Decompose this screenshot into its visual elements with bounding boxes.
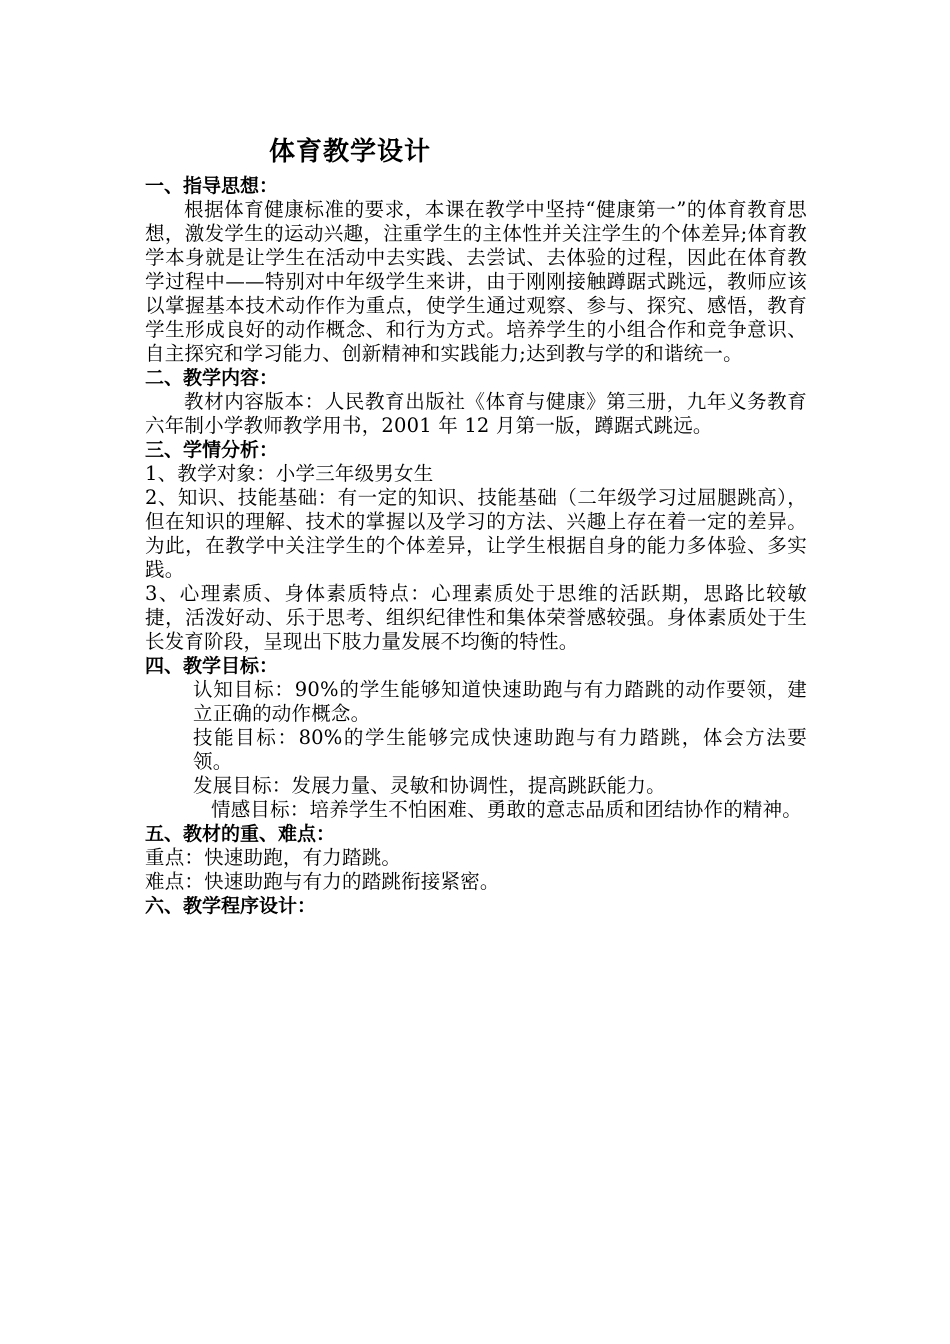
paragraph-knowledge-skill-basis: 2、知识、技能基础：有一定的知识、技能基础（二年级学习过屈腿跳高），但在知识的理解、技术的掌握以及学习的方法、兴趣上存在着一定的差异。为此，在教学中关注学生的个体差异，让学生根据自身的能力多体验、多实践。 [145, 486, 807, 581]
paragraph-skill-goal: 技能目标：80%的学生能够完成快速助跑与有力踏跳，体会方法要领。 [193, 726, 807, 773]
paragraph-difficult-point: 难点：快速助跑与有力的踏跳衔接紧密。 [145, 870, 500, 893]
paragraph-key-point: 重点：快速助跑，有力踏跳。 [145, 846, 402, 869]
paragraph-psychological-physical-traits: 3、心理素质、身体素质特点：心理素质处于思维的活跃期，思路比较敏捷，活泼好动、乐于思考、组织纪律性和集体荣誉感较强。身体素质处于生长发育阶段，呈现出下肢力量发展不均衡的特性。 [145, 582, 807, 653]
section-heading-teaching-content: 二、教学内容： [145, 367, 279, 389]
section-heading-learner-analysis: 三、学情分析： [145, 439, 279, 461]
paragraph-cognitive-goal: 认知目标：90%的学生能够知道快速助跑与有力踏跳的动作要领，建立正确的动作概念。 [193, 678, 807, 725]
section-heading-teaching-goals: 四、教学目标： [145, 655, 279, 677]
paragraph-teaching-object: 1、教学对象：小学三年级男女生 [145, 462, 434, 485]
section-heading-key-difficult-points: 五、教材的重、难点： [145, 823, 336, 845]
section-heading-guiding-ideology: 一、指导思想： [145, 175, 279, 197]
paragraph-emotional-goal: 情感目标：培养学生不怕困难、勇敢的意志品质和团结协作的精神。 [211, 798, 803, 821]
document-content [145, 132, 807, 918]
paragraph-guiding-ideology: 根据体育健康标准的要求，本课在教学中坚持“健康第一”的体育教育思想，激发学生的运动兴趣，注重学生的主体性并关注学生的个体差异;体育教学本身就是让学生在活动中去实践、去尝试、去体验的过程，因此在体育教学过程中——特别对中年级学生来讲，由于刚刚接触蹲踞式跳远，教师应该以掌握基本技术动作作为重点，使学生通过观察、参与、探究、感悟，教育学生形成良好的动作概念、和行为方式。培养学生的小组合作和竞争意识、自主探究和学习能力、创新精神和实践能力;达到教与学的和谐统一。 [145, 198, 807, 365]
document-title: 体育教学设计 [269, 137, 432, 167]
paragraph-development-goal: 发展目标：发展力量、灵敏和协调性，提高跳跃能力。 [193, 774, 666, 797]
section-heading-teaching-procedure: 六、教学程序设计： [145, 895, 317, 917]
paragraph-teaching-content: 教材内容版本：人民教育出版社《体育与健康》第三册，九年义务教育六年制小学教师教学用书，2001 年 12 月第一版，蹲踞式跳远。 [145, 390, 807, 437]
